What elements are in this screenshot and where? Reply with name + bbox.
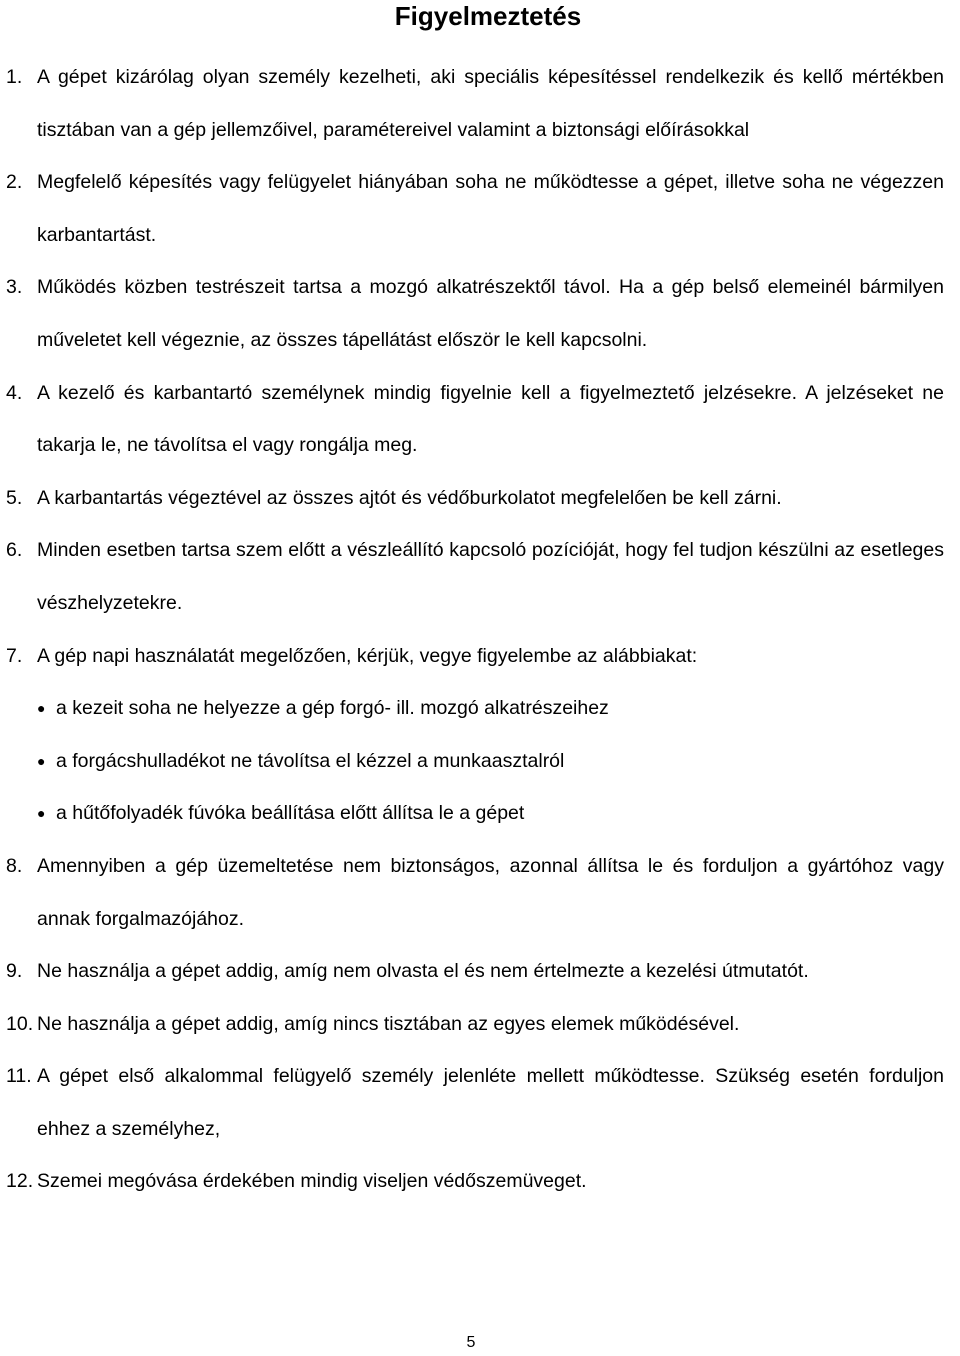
warning-item-1 <box>0 51 960 156</box>
item-text: Minden esetben tartsa szem előtt a vészleállító kapcsoló pozícióját, hogy fel tudjon készülni az esetleges vészhelyzetekre. <box>37 539 944 614</box>
bullet-text: a forgácshulladékot ne távolítsa el kézzel a munkaasztalról <box>56 749 565 772</box>
bullet-dot-icon: ● <box>37 752 46 769</box>
bullet-text: a hűtőfolyadék fúvóka beállítása előtt állítsa le a gépet <box>56 802 525 825</box>
item-number: 10. <box>6 1012 34 1035</box>
page-title: Figyelmeztetés <box>394 1 582 31</box>
item-number: 6. <box>6 539 23 562</box>
item-text: A gépet első alkalommal felügyelő személy jelenléte mellett működtesse. Szükség esetén forduljon ehhez a személyhez, <box>37 1065 944 1140</box>
item-number: 11. <box>6 1065 32 1088</box>
warning-item-5 <box>0 472 960 525</box>
bullet-item <box>0 735 960 788</box>
bullet-text: a kezeit soha ne helyezze a gép forgó- ill. mozgó alkatrészeihez <box>56 697 609 720</box>
item-number: 3. <box>6 276 23 299</box>
warning-item-4 <box>0 367 960 472</box>
item-text: Megfelelő képesítés vagy felügyelet hiányában soha ne működtesse a gépet, illetve soha ne végezzen karbantartást. <box>37 171 944 246</box>
warning-item-6 <box>0 524 960 629</box>
item-text: Szemei megóvása érdekében mindig viseljen védőszemüveget. <box>37 1170 587 1193</box>
warning-item-11 <box>0 1050 960 1155</box>
bullet-item <box>0 787 960 840</box>
bullet-dot-icon: ● <box>37 700 46 717</box>
warning-list <box>0 51 960 1208</box>
item-text: A gép napi használatát megelőzően, kérjük, vegye figyelembe az alábbiakat: <box>37 644 698 667</box>
warning-item-9 <box>0 945 960 998</box>
item-number: 4. <box>6 381 23 404</box>
page-number: 5 <box>466 1334 476 1351</box>
bullet-list <box>0 682 960 840</box>
item-number: 5. <box>6 486 23 509</box>
warning-item-10 <box>0 998 960 1051</box>
item-text: A karbantartás végeztével az összes ajtót és védőburkolatot megfelelően be kell zárni. <box>37 486 782 509</box>
item-number: 2. <box>6 171 23 194</box>
bullet-item <box>0 682 960 735</box>
warning-item-2 <box>0 156 960 261</box>
warning-item-3 <box>0 261 960 366</box>
bullet-dot-icon: ● <box>37 805 46 822</box>
item-text: Működés közben testrészeit tartsa a mozgó alkatrészektől távol. Ha a gép belső elemeinél bármilyen műveletet kell végeznie, az összes tápellátást először le kell kapcsolni. <box>37 276 944 351</box>
warning-item-12 <box>0 1155 960 1208</box>
warning-item-8 <box>0 840 960 945</box>
bullet-group <box>0 682 960 840</box>
item-text: A gépet kizárólag olyan személy kezelheti, aki speciális képesítéssel rendelkezik és kellő mértékben tisztában van a gép jellemzőivel, paramétereivel valamint a biztonsági előírásokkal <box>37 66 944 141</box>
item-text: Ne használja a gépet addig, amíg nincs tisztában az egyes elemek működésével. <box>37 1012 740 1035</box>
item-number: 12. <box>6 1170 34 1193</box>
item-text: A kezelő és karbantartó személynek mindig figyelnie kell a figyelmeztető jelzésekre. A jelzéseket ne takarja le, ne távolítsa el vagy rongálja meg. <box>37 381 944 457</box>
warning-item-7 <box>0 630 960 683</box>
item-number: 7. <box>6 644 23 667</box>
item-number: 9. <box>6 960 23 983</box>
item-text: Amennyiben a gép üzemeltetése nem biztonságos, azonnal állítsa le és forduljon a gyártóhoz vagy annak forgalmazójához. <box>37 854 944 930</box>
item-number: 1. <box>6 66 23 88</box>
item-text: Ne használja a gépet addig, amíg nem olvasta el és nem értelmezte a kezelési útmutatót. <box>37 960 809 983</box>
item-number: 8. <box>6 854 23 877</box>
